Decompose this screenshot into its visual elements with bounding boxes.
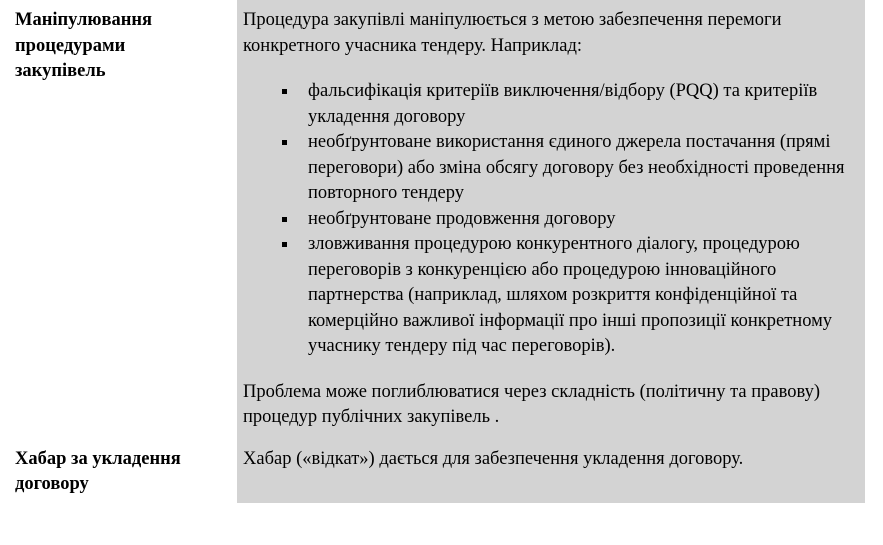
term-cell-contract-bribe — [0, 441, 237, 504]
bullet-list — [243, 79, 857, 360]
bullet-square-icon — [282, 140, 287, 145]
bullet-square-icon — [282, 242, 287, 247]
definition-paragraph: Хабар («відкат») дається для забезпечення укладення договору. — [243, 448, 744, 469]
list-item — [308, 79, 857, 130]
list-item-text: необґрунтоване використання єдиного джерела постачання (прямі переговори) або зміна обсягу договору без необхідності проведення повторного тендеру — [308, 132, 845, 203]
term-label: Хабар за укладення договору — [15, 448, 181, 494]
term-label: Маніпулювання процедурами закупівель — [15, 10, 153, 81]
definition-cell-contract-bribe — [237, 441, 865, 504]
intro-paragraph: Процедура закупівлі маніпулюється з метою забезпечення перемоги конкретного учасника тендеру. Наприклад: — [243, 10, 782, 56]
bullet-square-icon — [282, 89, 287, 94]
bullet-square-icon — [282, 217, 287, 222]
list-item — [308, 232, 857, 360]
list-item-text: необґрунтоване продовження договору — [308, 208, 616, 229]
list-item — [308, 130, 857, 207]
definition-cell-procedure-manipulation — [237, 0, 865, 441]
table-row — [0, 441, 883, 504]
note-paragraph: Проблема може поглиблюватися через складність (політичну та правову) процедур публічних закупівель . — [243, 381, 821, 427]
list-item-text: зловживання процедурою конкурентного діалогу, процедурою переговорів з конкуренцією або процедурою інноваційного партнерства (наприклад, шляхом розкриття конфіденційної та комерційно важливої інформації про інші пропозиції конкретному учаснику тендеру під час переговорів). — [308, 234, 833, 356]
list-item-text: фальсифікація критеріїв виключення/відбору (PQQ) та критеріїв укладення договору — [308, 81, 818, 127]
term-cell-procedure-manipulation — [0, 0, 237, 441]
list-item — [308, 207, 857, 233]
